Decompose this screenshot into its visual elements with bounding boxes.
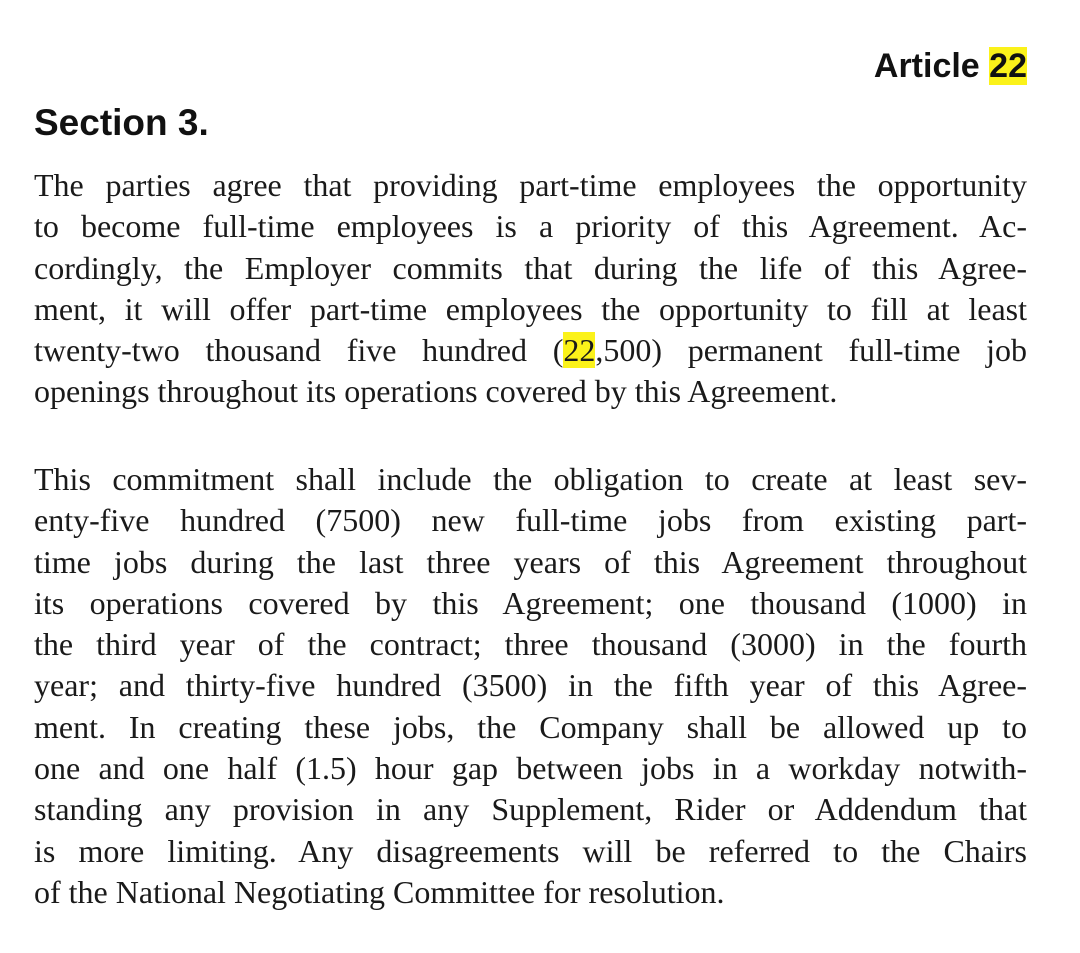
article-header (874, 44, 1027, 88)
section-title: Section 3. (34, 102, 209, 143)
paragraph-line: year; and thirty-five hundred (3500) in the fifth year of this Agree- (34, 667, 1027, 704)
paragraph-line: time jobs during the last three years of this Agreement throughout (34, 543, 1027, 580)
paragraph-line: its operations covered by this Agreement; one thousand (1000) in (34, 584, 1027, 621)
number-highlight: 22 (563, 332, 596, 369)
text-before-highlight: twenty-two thousand five hundred ( (34, 332, 564, 369)
paragraph-line: ment, it will offer part-time employees the opportunity to fill at least (34, 290, 1027, 327)
paragraph-line-highlighted (34, 330, 1027, 371)
paragraph-line: The parties agree that providing part-time employees the opportunity (34, 167, 1027, 203)
article-number-highlight: 22 (989, 47, 1027, 85)
paragraph-line: standing any provision in any Supplement, Rider or Addendum that (34, 791, 1027, 828)
paragraph-1 (34, 165, 1027, 413)
paragraph-line: the third year of the contract; three thousand (3000) in the fourth (34, 626, 1027, 663)
paragraph-line: cordingly, the Employer commits that during the life of this Agree- (34, 249, 1027, 286)
paragraph-line: enty-five hundred (7500) new full-time jobs from existing part- (34, 502, 1027, 539)
text-after-highlight: ,500) permanent full-time job (595, 332, 1028, 369)
paragraph-line: This commitment shall include the obligation to create at least sev- (34, 461, 1027, 497)
paragraph-line: ment. In creating these jobs, the Company shall be allowed up to (34, 708, 1027, 745)
paragraph-2 (34, 459, 1027, 913)
article-label: Article (873, 47, 980, 85)
paragraph-line: one and one half (1.5) hour gap between jobs in a workday notwith- (34, 750, 1027, 787)
paragraph-line: to become full-time employees is a priority of this Agreement. Ac- (34, 208, 1027, 245)
paragraph-line: openings throughout its operations covered by this Agreement. (34, 373, 838, 410)
paragraph-line: is more limiting. Any disagreements will be referred to the Chairs (34, 832, 1027, 869)
paragraph-line: of the National Negotiating Committee for resolution. (34, 873, 725, 910)
